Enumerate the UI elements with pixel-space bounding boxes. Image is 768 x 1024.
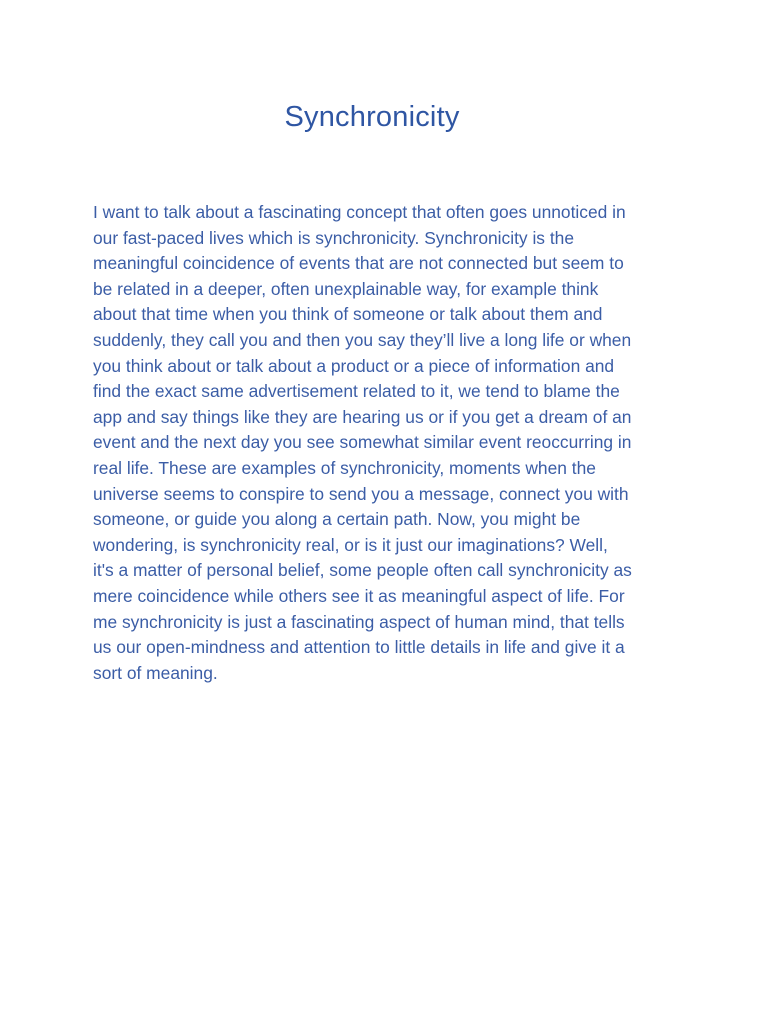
paragraph-line: sort of meaning.	[93, 662, 218, 683]
paragraph-line: find the exact same advertisement related to it, we tend to blame the	[93, 381, 620, 402]
paragraph-line: us our open-mindness and attention to little details in life and give it a	[93, 637, 625, 658]
paragraph-line: mere coincidence while others see it as meaningful aspect of life. For	[93, 585, 625, 606]
paragraph-line: someone, or guide you along a certain path. Now, you might be	[93, 509, 581, 530]
paragraph-line: me synchronicity is just a fascinating aspect of human mind, that tells	[93, 611, 625, 632]
paragraph-line: event and the next day you see somewhat similar event reoccurring in	[93, 432, 632, 453]
paragraph-line: you think about or talk about a product or a piece of information and	[93, 355, 615, 376]
paragraph-line: app and say things like they are hearing us or if you get a dream of an	[93, 406, 632, 427]
paragraph-line: about that time when you think of someone or talk about them and	[93, 304, 603, 325]
paragraph-line: wondering, is synchronicity real, or is it just our imaginations? Well,	[93, 534, 608, 555]
paragraph-line: suddenly, they call you and then you say they’ll live a long life or when	[93, 329, 632, 350]
page-title: Synchronicity	[284, 101, 460, 133]
body-paragraph	[93, 200, 677, 686]
paragraph-line: universe seems to conspire to send you a message, connect you with	[93, 483, 629, 504]
paragraph-line: real life. These are examples of synchronicity, moments when the	[93, 457, 596, 478]
paragraph-line: our fast-paced lives which is synchronicity. Synchronicity is the	[93, 227, 575, 248]
paragraph-line: I want to talk about a fascinating concept that often goes unnoticed in	[93, 202, 626, 222]
paragraph-line: it's a matter of personal belief, some people often call synchronicity as	[93, 560, 632, 581]
paragraph-line: meaningful coincidence of events that are not connected but seem to	[93, 253, 624, 274]
paragraph-line: be related in a deeper, often unexplainable way, for example think	[93, 278, 599, 299]
